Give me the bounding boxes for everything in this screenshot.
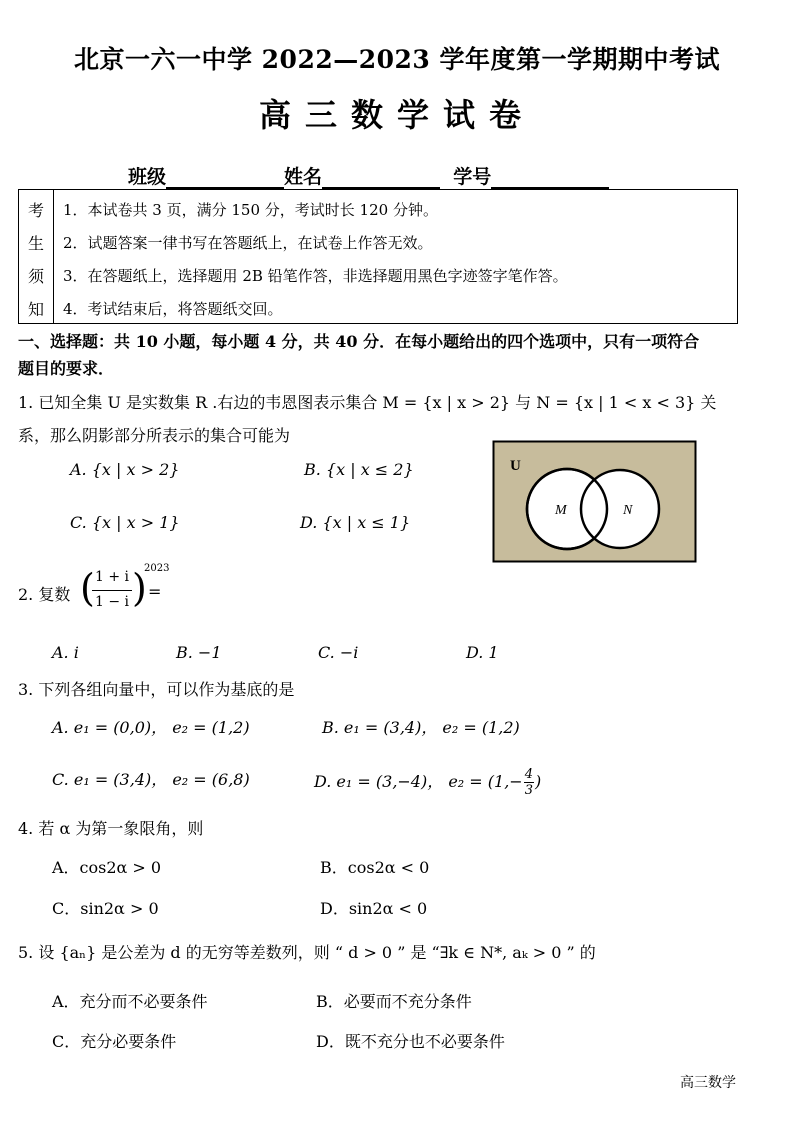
q2-prefix: 2. 复数 bbox=[18, 585, 71, 604]
q4-option-c: C．sin2α > 0 bbox=[52, 899, 159, 918]
notice-item: 1．本试卷共 3 页，满分 150 分，考试时长 120 分钟。 bbox=[63, 201, 438, 219]
q1-option-d: D. {x | x ≤ 1} bbox=[300, 513, 411, 532]
fraction-bar bbox=[92, 590, 132, 591]
q5-option-a: A．充分而不必要条件 bbox=[52, 992, 208, 1011]
q2-option-a: A. i bbox=[52, 643, 79, 662]
page-footer: 高三数学 bbox=[680, 1075, 736, 1091]
q3-option-d-prefix: D. e₁ = (3,−4)， e₂ = (1,− bbox=[314, 772, 523, 791]
q3-option-d bbox=[314, 767, 541, 798]
notice-item: 2．试题答案一律书写在答题纸上，在试卷上作答无效。 bbox=[63, 234, 433, 252]
venn-label-m: M bbox=[555, 503, 567, 518]
q5-option-b: B．必要而不充分条件 bbox=[316, 992, 472, 1011]
q3-option-d-fraction bbox=[524, 767, 534, 798]
venn-label-n: N bbox=[623, 503, 633, 518]
q2-equals: = bbox=[148, 582, 162, 601]
q3-option-c: C. e₁ = (3,4)， e₂ = (6,8) bbox=[52, 770, 250, 789]
notice-char: 知 bbox=[27, 300, 44, 319]
q5-option-d: D．既不充分也不必要条件 bbox=[316, 1032, 505, 1051]
q4-stem: 4. 若 α 为第一象限角，则 bbox=[18, 819, 204, 838]
notice-char: 考 bbox=[27, 201, 44, 220]
exam-title: 北京一六一中学 2022—2023 学年度第一学期期中考试 bbox=[73, 45, 721, 74]
id-label: 学号 bbox=[453, 166, 492, 188]
q2-option-d: D. 1 bbox=[466, 643, 499, 662]
q5-stem: 5. 设 {aₙ} 是公差为 d 的无穷等差数列，则 “ d > 0 ” 是 “∃k ∈ N*, aₖ > 0 ” 的 bbox=[18, 943, 596, 962]
q4-option-a: A．cos2α > 0 bbox=[52, 858, 162, 877]
q2-numerator: 1 + i bbox=[94, 569, 129, 585]
q2-exponent: 2023 bbox=[144, 563, 170, 574]
notice-item: 3．在答题纸上，选择题用 2B 铅笔作答，非选择题用黑色字迹签字笔作答。 bbox=[63, 267, 568, 285]
notice-item: 4．考试结束后，将答题纸交回。 bbox=[63, 300, 283, 318]
id-blank bbox=[491, 167, 609, 189]
class-label: 班级 bbox=[128, 166, 167, 188]
name-blank bbox=[322, 167, 440, 189]
venn-label-u: U bbox=[510, 458, 521, 474]
right-paren: ) bbox=[132, 566, 147, 610]
q1-option-a: A. {x | x > 2} bbox=[70, 460, 180, 479]
q3-option-d-suffix: ) bbox=[534, 772, 542, 791]
set-n-circle bbox=[581, 470, 659, 548]
q4-option-b: B．cos2α < 0 bbox=[320, 858, 430, 877]
venn-diagram bbox=[492, 440, 698, 564]
q3-option-b: B. e₁ = (3,4)， e₂ = (1,2) bbox=[322, 718, 520, 737]
left-paren: ( bbox=[80, 566, 95, 610]
q1-option-c: C. {x | x > 1} bbox=[70, 513, 180, 532]
notice-side-label bbox=[19, 190, 54, 323]
q3-option-a: A. e₁ = (0,0)， e₂ = (1,2) bbox=[52, 718, 250, 737]
q2-option-c: C. −i bbox=[318, 643, 359, 662]
q2-denominator: 1 − i bbox=[94, 594, 129, 610]
q5-option-c: C．充分必要条件 bbox=[52, 1032, 177, 1051]
name-label: 姓名 bbox=[284, 166, 323, 188]
q3-stem: 3. 下列各组向量中，可以作为基底的是 bbox=[18, 680, 295, 699]
q3-d-denominator: 3 bbox=[524, 783, 533, 798]
q1-stem-cont: 系，那么阴影部分所表示的集合可能为 bbox=[18, 426, 291, 445]
q2-option-b: B. −1 bbox=[176, 643, 222, 662]
student-info-line bbox=[128, 162, 609, 189]
q1-stem: 1. 已知全集 U 是实数集 R .右边的韦恩图表示集合 M = {x | x > 2} 与 N = {x | 1 < x < 3} 关 bbox=[18, 393, 717, 412]
exam-subtitle: 高三数学试卷 bbox=[258, 96, 535, 134]
q4-option-d: D．sin2α < 0 bbox=[320, 899, 428, 918]
section-heading: 一、选择题：共 10 小题，每小题 4 分，共 40 分．在每小题给出的四个选项中，只有一项符合 bbox=[18, 332, 700, 351]
class-blank bbox=[166, 167, 284, 189]
notice-char: 生 bbox=[27, 234, 44, 253]
exam-notice-box bbox=[18, 189, 738, 324]
q1-option-b: B. {x | x ≤ 2} bbox=[304, 460, 414, 479]
q3-d-numerator: 4 bbox=[524, 767, 533, 782]
section-heading-cont: 题目的要求． bbox=[18, 359, 115, 378]
notice-char: 须 bbox=[27, 267, 44, 286]
